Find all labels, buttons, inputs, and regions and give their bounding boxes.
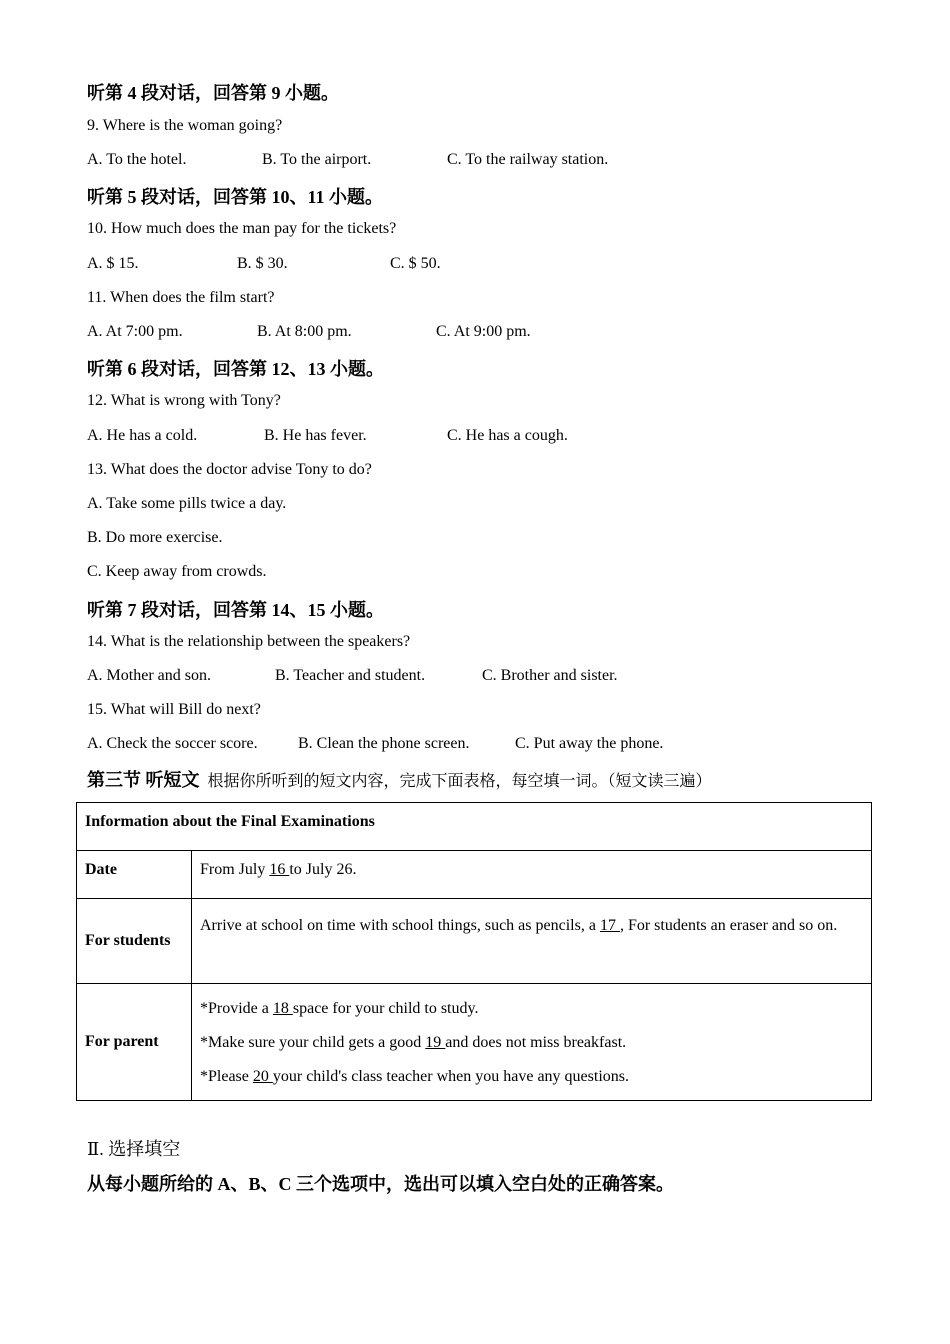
date-cell <box>192 851 872 899</box>
students-cell <box>192 899 872 984</box>
q14-option-b: B. Teacher and student. <box>275 667 426 684</box>
p3-pre: *Please <box>200 1068 253 1085</box>
q9-option-c: C. To the railway station. <box>447 151 609 168</box>
parent-item-2 <box>200 1026 863 1060</box>
q15-option-b: B. Clean the phone screen. <box>298 735 470 752</box>
q12-option-c: C. He has a cough. <box>447 427 568 444</box>
parent-item-1 <box>200 992 863 1026</box>
q12-option-a: A. He has a cold. <box>87 427 198 444</box>
question-14: 14. What is the relationship between the speakers? <box>87 633 411 650</box>
parent-item-3 <box>200 1060 863 1094</box>
table-title: Information about the Final Examinations <box>77 803 872 851</box>
section-3-header <box>87 766 712 792</box>
q12-option-b: B. He has fever. <box>264 427 367 444</box>
info-table <box>76 802 872 1101</box>
q10-option-b: B. $ 30. <box>237 255 288 272</box>
q11-option-b: B. At 8:00 pm. <box>257 323 352 340</box>
question-9: 9. Where is the woman going? <box>87 117 283 134</box>
question-11: 11. When does the film start? <box>87 289 275 306</box>
date-pre: From July <box>200 861 270 878</box>
question-15: 15. What will Bill do next? <box>87 701 261 718</box>
part-2-instruction: 从每小题所给的 A、B、C 三个选项中，选出可以填入空白处的正确答案。 <box>87 1174 675 1194</box>
p1-pre: *Provide a <box>200 1000 273 1017</box>
q13-option-c: C. Keep away from crowds. <box>87 563 267 580</box>
date-label: Date <box>77 851 192 899</box>
section-heading-q12-13: 听第 6 段对话，回答第 12、13 小题。 <box>87 359 384 379</box>
q11-option-a: A. At 7:00 pm. <box>87 323 183 340</box>
question-10: 10. How much does the man pay for the tickets? <box>87 220 397 237</box>
p3-post: your child's class teacher when you have any questions. <box>272 1068 629 1085</box>
section-heading-q10-11: 听第 5 段对话，回答第 10、11 小题。 <box>87 187 384 207</box>
q14-option-a: A. Mother and son. <box>87 667 211 684</box>
question-12: 12. What is wrong with Tony? <box>87 392 281 409</box>
q14-option-c: C. Brother and sister. <box>482 667 618 684</box>
section-3-instruction: 根据你所听到的短文内容，完成下面表格，每空填一词。（短文读三遍） <box>207 773 712 790</box>
q15-option-c: C. Put away the phone. <box>515 735 664 752</box>
blank-19: 19 <box>425 1034 446 1051</box>
parent-cell <box>192 984 872 1101</box>
blank-16: 16 <box>269 861 290 878</box>
p2-pre: *Make sure your child gets a good <box>200 1034 426 1051</box>
p1-post: space for your child to study. <box>292 1000 479 1017</box>
date-post: to July 26. <box>289 861 357 878</box>
q13-option-a: A. Take some pills twice a day. <box>87 495 287 512</box>
students-post: , For students an eraser and so on. <box>619 917 838 934</box>
question-13: 13. What does the doctor advise Tony to do? <box>87 461 372 478</box>
blank-18: 18 <box>272 1000 293 1017</box>
section-heading-q9: 听第 4 段对话，回答第 9 小题。 <box>87 83 339 103</box>
p2-post: and does not miss breakfast. <box>445 1034 627 1051</box>
blank-17: 17 <box>599 917 620 934</box>
students-pre: Arrive at school on time with school things, such as pencils, a <box>200 917 600 934</box>
q9-option-a: A. To the hotel. <box>87 151 187 168</box>
section-heading-q14-15: 听第 7 段对话，回答第 14、15 小题。 <box>87 600 384 620</box>
q10-option-c: C. $ 50. <box>390 255 441 272</box>
q15-option-a: A. Check the soccer score. <box>87 735 258 752</box>
parent-label: For parent <box>77 984 192 1101</box>
students-label: For students <box>77 899 192 984</box>
q13-option-b: B. Do more exercise. <box>87 529 223 546</box>
q9-option-b: B. To the airport. <box>262 151 372 168</box>
q10-option-a: A. $ 15. <box>87 255 139 272</box>
part-2-title: Ⅱ. 选择填空 <box>87 1139 181 1159</box>
section-3-title: 第三节 听短文 <box>87 770 200 790</box>
q11-option-c: C. At 9:00 pm. <box>436 323 531 340</box>
blank-20: 20 <box>252 1068 273 1085</box>
